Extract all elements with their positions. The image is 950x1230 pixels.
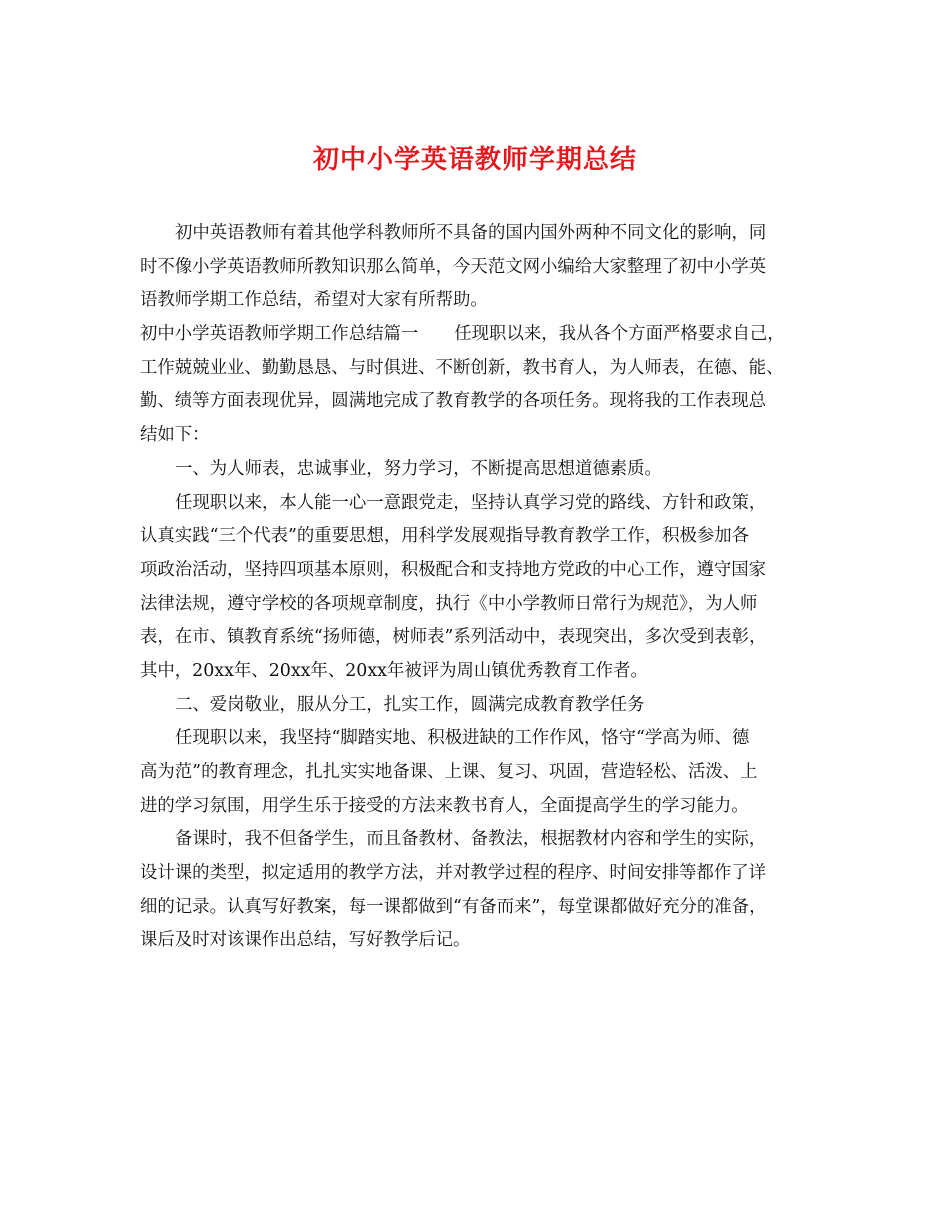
document-title: 初中小学英语教师学期总结 [312,145,637,175]
paragraph-line: 时不像小学英语教师所教知识那么简单，今天范文网小编给大家整理了初中小学英 [140,256,767,277]
paragraph-line: 项政治活动，坚持四项基本原则，积极配合和支持地方党政的中心工作，遵守国家 [140,559,767,580]
paragraph-line: 初中英语教师有着其他学科教师所不具备的国内国外两种不同文化的影响，同 [175,223,767,243]
subheading-line: 二、爱岗敬业，服从分工，扎实工作，圆满完成教育教学任务 [175,694,645,715]
paragraph-line: 细的记录。认真写好教案，每一课都做到“有备而来”，每堂课都做好充分的准备， [140,896,767,917]
subheading-line: 一、为人师表，忠诚事业，努力学习，不断提高思想道德素质。 [175,458,662,479]
paragraph-line: 备课时，我不但备学生，而且备教材、备教法，根据教材内容和学生的实际， [175,829,767,850]
section-heading-line [140,318,820,352]
paragraph-line: 表，在市、镇教育系统“扬师德，树师表”系列活动中，表现突出，多次受到表彰， [140,627,767,648]
paragraph-text: 任现职以来，我从各个方面严格要求自己， [454,324,785,345]
document-body [140,217,820,958]
section-heading: 初中小学英语教师学期工作总结篇一 [140,324,419,345]
paragraph-line: 进的学习氛围，用学生乐于接受的方法来教书育人，全面提高学生的学习能力。 [140,795,749,816]
paragraph-line: 法律法规，遵守学校的各项规章制度，执行《中小学教师日常行为规范》，为人师 [140,593,758,614]
paragraph-line: 其中，20xx年、20xx年、20xx年被评为周山镇优秀教育工作者。 [140,660,648,681]
paragraph-line: 课后及时对该课作出总结，写好教学后记。 [140,930,471,951]
paragraph-line: 勤、绩等方面表现优异，圆满地完成了教育教学的各项任务。现将我的工作表现总 [140,391,767,412]
paragraph-line: 任现职以来，本人能一心一意跟党走，坚持认真学习党的路线、方针和政策， [175,492,767,513]
paragraph-line: 结如下： [140,425,210,446]
paragraph-line: 工作兢兢业业、勤勤恳恳、与时俱进、不断创新，教书育人，为人师表，在德、能、 [140,357,784,378]
paragraph-line: 高为范”的教育理念，扎扎实实地备课、上课、复习、巩固，营造轻松、活泼、上 [140,762,758,782]
paragraph-line: 任现职以来，我坚持“脚踏实地、积极进缺的工作作风，恪守“学高为师、德 [175,728,750,749]
paragraph-line: 语教师学期工作总结，希望对大家有所帮助。 [140,290,488,311]
paragraph-line: 设计课的类型，拟定适用的教学方法，并对教学过程的程序、时间安排等都作了详 [140,863,767,884]
paragraph-line: 认真实践“三个代表”的重要思想，用科学发展观指导教育教学工作，积极参加各 [140,526,750,547]
